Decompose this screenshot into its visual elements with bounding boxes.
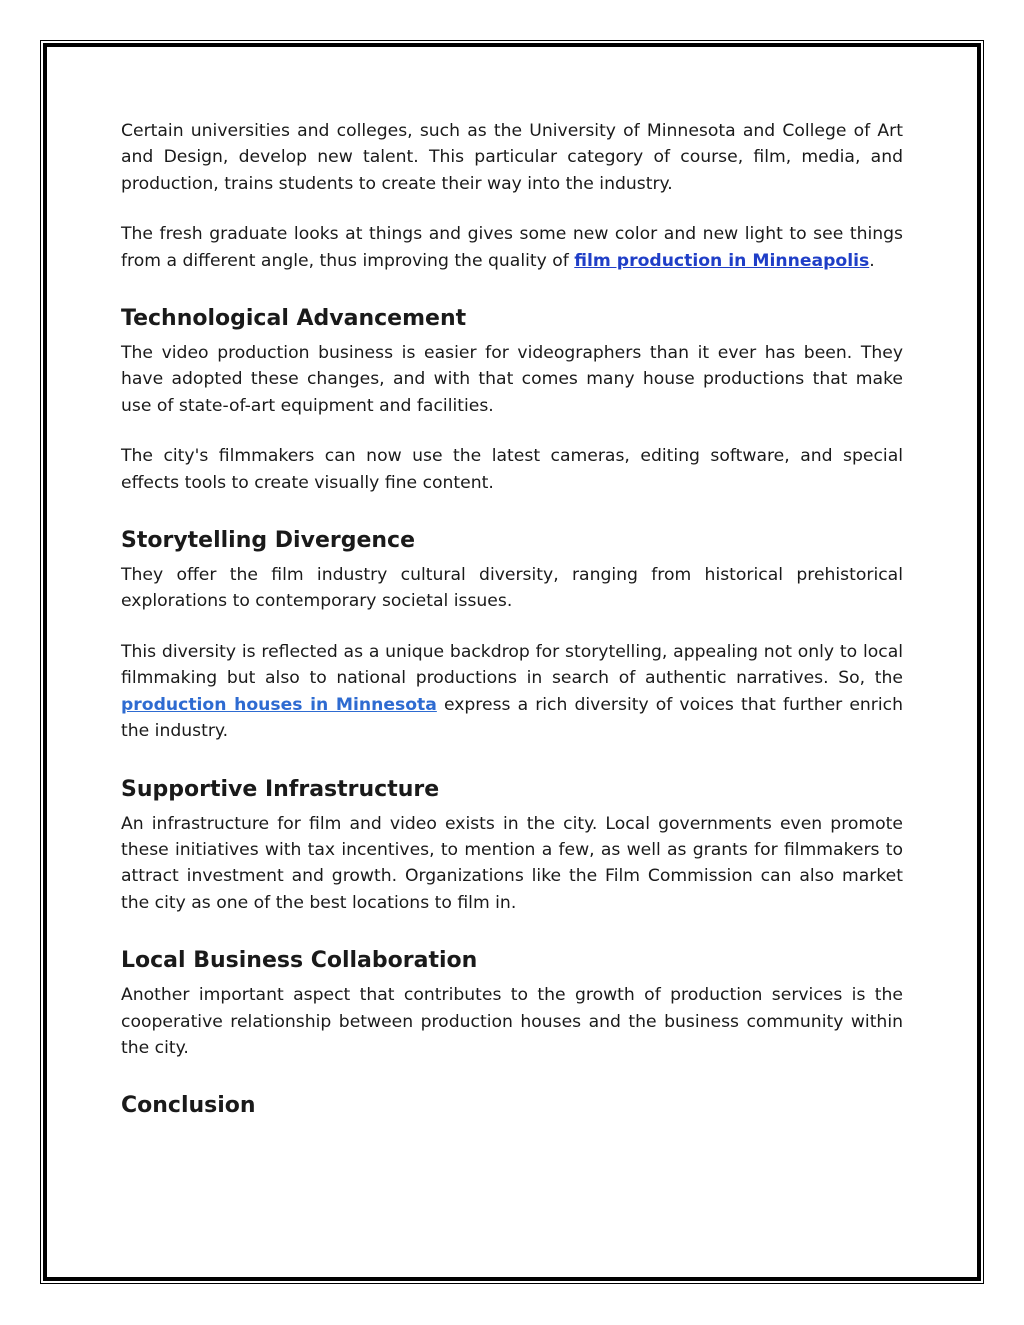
paragraph-filmmakers-tools: The city's filmmakers can now use the latest cameras, editing software, and special effects tools to create visually fine content.	[121, 446, 903, 493]
paragraph-fresh-graduate	[121, 221, 903, 274]
paragraph-text: .	[869, 250, 875, 271]
heading-conclusion: Conclusion	[121, 1093, 256, 1119]
paragraph-infrastructure: An infrastructure for film and video exists in the city. Local governments even promote these initiatives with tax incentives, to mention a few, as well as grants for filmmakers to attract investment and growth. Organizations like the Film Commission can also market the city as one of the best locations to film in.	[121, 813, 903, 913]
paragraph-university-talent: Certain universities and colleges, such as the University of Minnesota and College of Art and Design, develop new talent. This particular category of course, film, media, and production, trains students to create their way into the industry.	[121, 121, 903, 194]
heading-storytelling-divergence: Storytelling Divergence	[121, 528, 416, 554]
paragraph-cultural-diversity: They offer the film industry cultural diversity, ranging from historical prehistorical explorations to contemporary societal issues.	[121, 565, 903, 612]
paragraph-text: This diversity is reflected as a unique backdrop for storytelling, appealing not only to local filmmaking but also to national productions in search of authentic narratives. So, the	[121, 641, 903, 689]
heading-supportive-infrastructure: Supportive Infrastructure	[121, 776, 440, 802]
film-production-link[interactable]: film production in Minneapolis	[574, 250, 870, 271]
paragraph-business-collaboration: Another important aspect that contributes to the growth of production services is the cooperative relationship between production houses and the business community within the city.	[121, 985, 903, 1058]
paragraph-diversity-backdrop	[121, 639, 903, 745]
paragraph-video-production: The video production business is easier for videographers than it ever has been. They have adopted these changes, and with that comes many house productions that make use of state-of-art equipment and facilities.	[121, 343, 903, 416]
paragraph-text: express a rich diversity of voices that further enrich the industry.	[121, 694, 903, 742]
production-houses-link[interactable]: production houses in Minnesota	[121, 694, 437, 715]
document-body	[121, 118, 903, 1127]
heading-local-business-collaboration: Local Business Collaboration	[121, 948, 478, 974]
paragraph-text: The fresh graduate looks at things and gives some new color and new light to see things from a different angle, thus improving the quality of	[121, 224, 903, 271]
heading-technological-advancement: Technological Advancement	[121, 306, 467, 332]
